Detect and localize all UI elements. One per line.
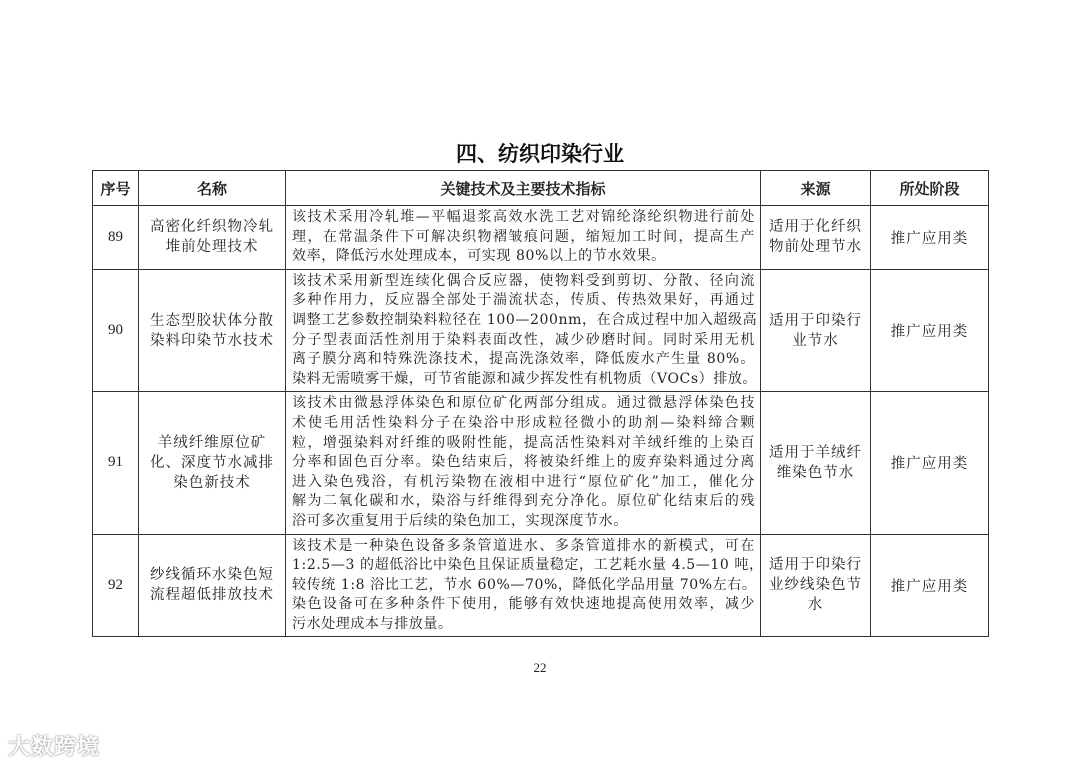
tech-line: 分子型表面活性剂用于染料表面改性，减少砂磨时间。同时采用无机 bbox=[292, 331, 755, 348]
tech-line: 分率和固色百分率。染色结束后，将被染纤维上的废弃染料通过分离 bbox=[292, 454, 755, 471]
source-line: 适用于化纤织 bbox=[769, 219, 862, 236]
row-tech bbox=[286, 269, 761, 392]
name-line: 羊绒纤维原位矿 bbox=[157, 434, 267, 451]
row-tech bbox=[286, 534, 764, 637]
tech-line: 效率，降低污水处理成本，可实现 80%以上的节水效果。 bbox=[292, 248, 666, 265]
header-tech: 关键技术及主要技术指标 bbox=[286, 171, 761, 206]
name-line: 生态型胶状体分散 bbox=[150, 312, 274, 329]
name-line: 纱线循环水染色短 bbox=[150, 567, 274, 584]
row-source bbox=[761, 269, 871, 392]
row-name bbox=[139, 534, 286, 637]
tech-line: 污水处理成本与排放量。 bbox=[292, 615, 453, 632]
row-source bbox=[761, 534, 871, 637]
source-line: 维染色节水 bbox=[776, 464, 855, 481]
row-seq: 90 bbox=[93, 269, 139, 392]
source-line: 适用于印染行 bbox=[769, 312, 862, 329]
header-stage: 所处阶段 bbox=[871, 171, 989, 206]
tech-line: 多种作用力，反应器全部处于湍流状态，传质、传热效果好，再通过 bbox=[292, 292, 755, 309]
table-row bbox=[93, 269, 989, 392]
table-row bbox=[93, 392, 989, 534]
tech-line: 该技术采用新型连续化偶合反应器，使物料受到剪切、分散、径向流 bbox=[292, 272, 755, 289]
tech-line: 染料无需喷雾干燥，可节省能源和减少挥发性有机物质（VOCs）排放。 bbox=[292, 370, 758, 387]
row-stage: 推广应用类 bbox=[871, 392, 989, 534]
source-line: 适用于羊绒纤 bbox=[769, 444, 862, 461]
row-seq: 92 bbox=[93, 534, 139, 637]
tech-line: 粒，增强染料对纤维的吸附性能，提高活性染料对羊绒纤维的上染百 bbox=[292, 434, 755, 451]
section-title: 四、纺织印染行业 bbox=[456, 142, 624, 166]
header-seq: 序号 bbox=[93, 171, 139, 206]
technology-table bbox=[92, 170, 989, 637]
table-header-row bbox=[93, 171, 989, 206]
row-stage: 推广应用类 bbox=[871, 206, 989, 270]
row-name bbox=[139, 206, 286, 270]
row-stage: 推广应用类 bbox=[871, 269, 989, 392]
row-seq: 89 bbox=[93, 206, 139, 270]
name-line: 堆前处理技术 bbox=[165, 239, 259, 256]
tech-line: 浴可多次重复用于后续的染色加工，实现深度节水。 bbox=[292, 512, 628, 529]
page-number: 22 bbox=[533, 660, 547, 675]
tech-line: 调整工艺参数控制染料粒径在 100—200nm，在合成过程中加入超级高 bbox=[292, 311, 758, 328]
watermark-logo: 大数跨境 bbox=[8, 735, 101, 760]
source-line: 业纱线染色节 bbox=[769, 577, 862, 594]
row-stage: 推广应用类 bbox=[871, 534, 989, 637]
row-name bbox=[139, 269, 286, 392]
source-line: 水 bbox=[807, 597, 824, 614]
tech-line: 1:2.5—3 的超低浴比中染色且保证质量稳定，工艺耗水量 4.5—10 吨， bbox=[292, 557, 764, 574]
table-row bbox=[93, 206, 989, 270]
tech-line: 解为二氧化碳和水，染浴与纤维得到充分净化。原位矿化结束后的残 bbox=[292, 493, 755, 510]
tech-line: 该技术采用冷轧堆—平幅退浆高效水洗工艺对锦纶涤纶织物进行前处 bbox=[292, 209, 755, 225]
tech-line: 较传统 1:8 浴比工艺，节水 60%—70%，降低化学品用量 70%左右。 bbox=[292, 576, 757, 593]
header-source: 来源 bbox=[761, 171, 871, 206]
tech-line: 该技术由微悬浮体染色和原位矿化两部分组成。通过微悬浮体染色技 bbox=[292, 395, 755, 412]
tech-line: 该技术是一种染色设备多条管道进水、多条管道排水的新模式，可在 bbox=[292, 537, 755, 554]
row-name bbox=[139, 392, 286, 534]
tech-line: 进入染色残浴，有机污染物在液相中进行“原位矿化”加工，催化分 bbox=[292, 473, 755, 490]
tech-line: 离子膜分离和特殊洗涤技术，提高洗涤效率，降低废水产生量 80%。 bbox=[292, 351, 755, 368]
source-line: 物前处理节水 bbox=[769, 239, 862, 256]
header-name: 名称 bbox=[139, 171, 286, 206]
name-line: 染色新技术 bbox=[173, 474, 251, 491]
name-line: 染料印染节水技术 bbox=[150, 332, 274, 349]
source-line: 适用于印染行 bbox=[769, 557, 862, 574]
row-tech bbox=[286, 206, 761, 270]
source-line: 业节水 bbox=[792, 332, 839, 349]
tech-line: 染色设备可在多种条件下使用，能够有效快速地提高使用效率，减少 bbox=[292, 596, 755, 613]
name-line: 化、深度节水减排 bbox=[150, 454, 274, 471]
tech-line: 理，在常温条件下可解决织物褶皱痕问题，缩短加工时间，提高生产 bbox=[292, 228, 755, 245]
row-tech bbox=[286, 392, 761, 534]
table-row bbox=[93, 534, 989, 637]
row-source bbox=[761, 392, 871, 534]
row-seq: 91 bbox=[93, 392, 139, 534]
tech-line: 术使毛用活性染料分子在染浴中形成粒径微小的助剂—染料缔合颗 bbox=[292, 414, 755, 431]
name-line: 流程超低排放技术 bbox=[150, 587, 274, 604]
name-line: 高密化纤织物冷轧 bbox=[150, 219, 274, 236]
row-source bbox=[761, 206, 871, 270]
